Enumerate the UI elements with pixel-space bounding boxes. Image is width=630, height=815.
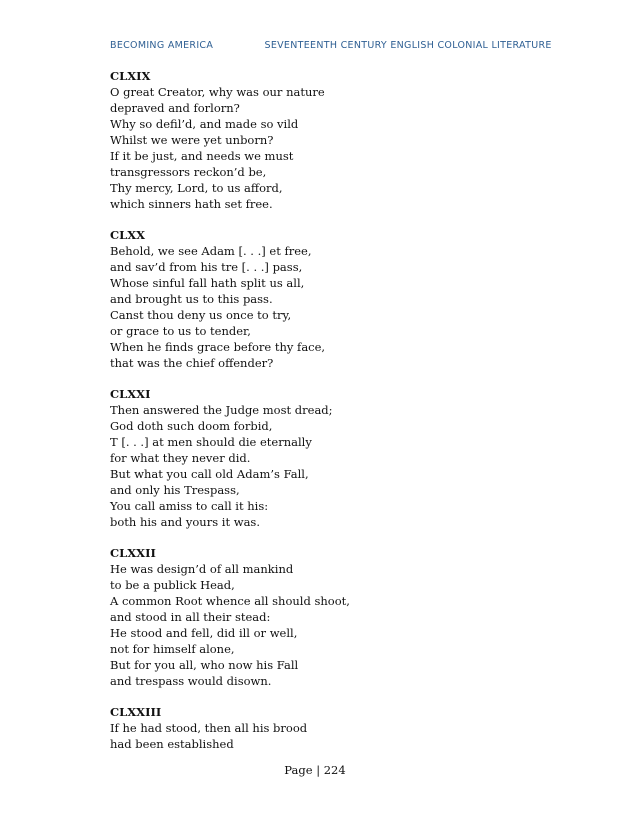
poem-line: But for you all, who now his Fall [110,658,299,672]
stanza [110,704,530,752]
poem-line: had been established [110,737,234,751]
stanza-number: CLXXIII [110,705,162,719]
poem-line: Then answered the Judge most dread; [110,403,333,417]
poem-line: He was design’d of all mankind [110,562,294,576]
page-number: Page | 224 [284,763,346,777]
poem-line: both his and yours it was. [110,515,260,529]
poem-line: When he finds grace before thy face, [110,340,326,354]
poem-line: If he had stood, then all his brood [110,721,308,735]
poem-line: Whose sinful fall hath split us all, [110,276,305,290]
stanza-number: CLXIX [110,69,151,83]
poem-line: T [. . .] at men should die eternally [110,435,312,449]
stanza-number: CLXX [110,228,146,242]
stanza-number: CLXXII [110,546,156,560]
poem-line: O great Creator, why was our nature [110,85,325,99]
poem-line: Thy mercy, Lord, to us afford, [110,181,283,195]
poem-line: that was the chief offender? [110,356,274,370]
page-footer [0,763,630,777]
poem-line: God doth such doom forbid, [110,419,273,433]
stanza [110,68,530,212]
poem-body [110,68,530,767]
poem-line: and only his Trespass, [110,483,240,497]
stanza [110,227,530,371]
poem-line: Canst thou deny us once to try, [110,308,292,322]
poem-line: and sav’d from his tre [. . .] pass, [110,260,303,274]
poem-line: and brought us to this pass. [110,292,273,306]
poem-line: and stood in all their stead: [110,610,271,624]
poem-line: depraved and forlorn? [110,101,240,115]
poem-line: You call amiss to call it his: [110,499,269,513]
poem-line: But what you call old Adam’s Fall, [110,467,309,481]
poem-line: A common Root whence all should shoot, [110,594,350,608]
poem-line: Whilst we were yet unborn? [110,133,274,147]
poem-line: If it be just, and needs we must [110,149,294,163]
poem-line: to be a publick Head, [110,578,235,592]
stanza [110,386,530,530]
poem-line: Behold, we see Adam [. . .] et free, [110,244,312,258]
header-section-title: SEVENTEENTH CENTURY ENGLISH COLONIAL LITERATURE [264,40,552,51]
stanza-number: CLXXI [110,387,151,401]
poem-line: He stood and fell, did ill or well, [110,626,298,640]
poem-line: not for himself alone, [110,642,235,656]
stanza [110,545,530,689]
poem-line: and trespass would disown. [110,674,272,688]
header-book-title: BECOMING AMERICA [110,40,214,51]
running-header [110,40,552,51]
poem-line: Why so defil’d, and made so vild [110,117,299,131]
poem-line: which sinners hath set free. [110,197,273,211]
poem-line: for what they never did. [110,451,251,465]
poem-line: or grace to us to tender, [110,324,251,338]
poem-line: transgressors reckon’d be, [110,165,267,179]
